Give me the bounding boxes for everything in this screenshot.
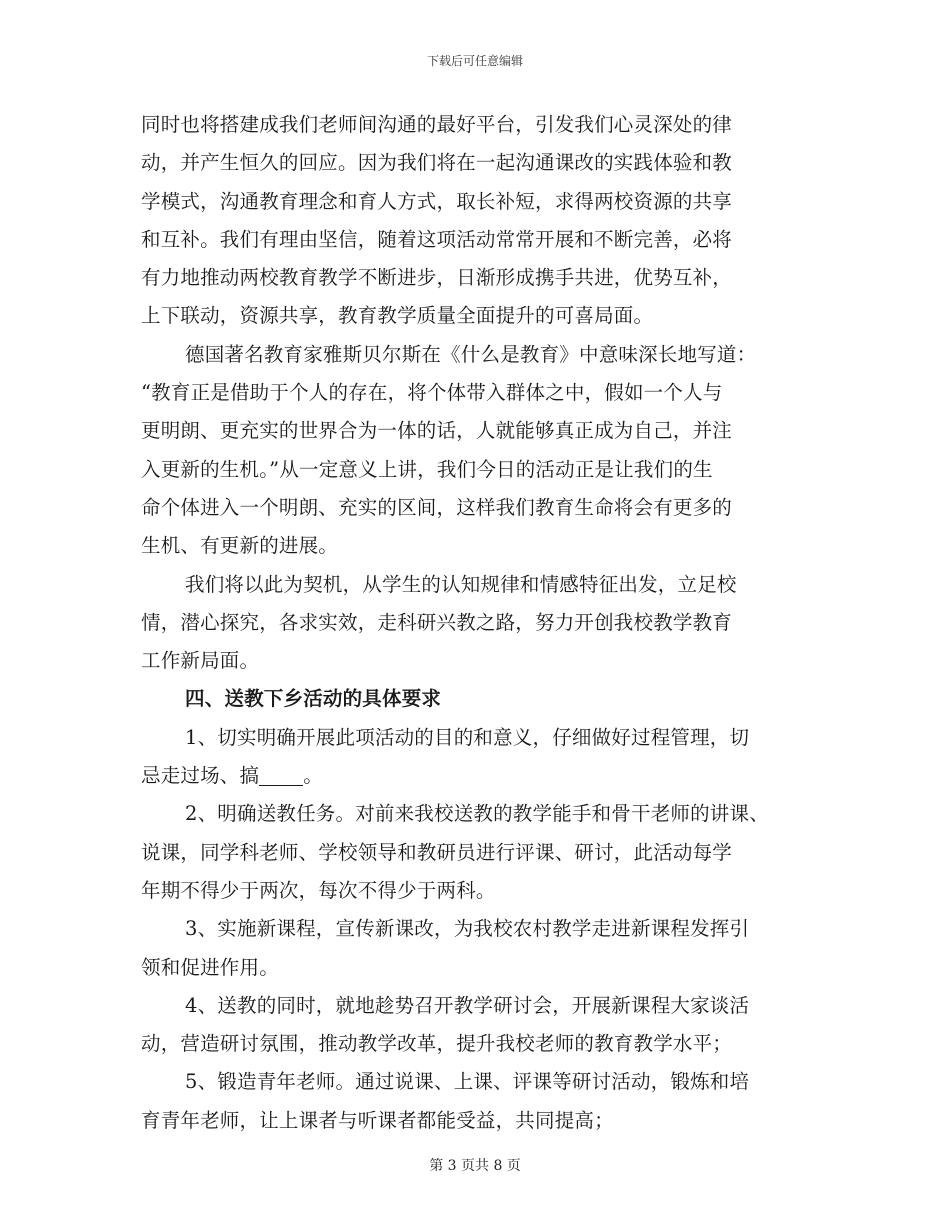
paragraph	[141, 566, 821, 681]
text-line: 2、明确送教任务。对前来我校送教的教学能手和骨干老师的讲课、	[185, 802, 769, 826]
text-line: 入更新的生机。”从一定意义上讲，我们今日的活动正是让我们的生	[141, 457, 713, 481]
text-line: 上下联动，资源共享，教育教学质量全面提升的可喜局面。	[141, 304, 654, 328]
list-item	[141, 987, 821, 1064]
text-line: 领和促进作用。	[141, 955, 279, 979]
paragraph	[141, 106, 821, 336]
section-heading: 四、送教下乡活动的具体要求	[185, 687, 442, 711]
text-line: 情，潜心探究，各求实效，走科研兴教之路，努力开创我校教学教育	[141, 610, 733, 634]
text-line: 年期不得少于两次，每次不得少于两科。	[141, 878, 496, 902]
list-item	[141, 719, 821, 796]
paragraph	[141, 336, 821, 566]
list-item	[141, 910, 821, 987]
page-header: 下载后可任意编辑	[426, 54, 523, 68]
text-line: 有力地推动两校教育教学不断进步，日渐形成携手共进，优势互补，	[141, 266, 733, 290]
text-line: 学模式，沟通教育理念和育人方式，取长补短，求得两校资源的共享	[141, 189, 733, 213]
document-body	[141, 106, 821, 1140]
text-line: 更明朗、更充实的世界合为一体的话，人就能够真正成为自己，并注	[141, 419, 733, 443]
text-line: 3、实施新课程，宣传新课改，为我校农村教学走进新课程发挥引	[185, 917, 750, 941]
list-item	[141, 795, 821, 910]
text-line: 育青年老师，让上课者与听课者都能受益，共同提高；	[141, 1108, 614, 1132]
list-item	[141, 1063, 821, 1140]
text-line: 生机、有更新的进展。	[141, 534, 339, 558]
text-line: 1、切实明确开展此项活动的目的和意义，仔细做好过程管理，切	[185, 725, 750, 749]
text-line: 说课，同学科老师、学校领导和教研员进行评课、研讨，此活动每学	[141, 840, 733, 864]
text-line: 我们将以此为契机，从学生的认知规律和情感特征出发，立足校	[185, 572, 737, 596]
text-line: 和互补。我们有理由坚信，随着这项活动常常开展和不断完善，必将	[141, 227, 733, 251]
text-line: 5、锻造青年老师。通过说课、上课、评课等研讨活动，锻炼和培	[185, 1070, 750, 1094]
fill-in-blank	[259, 763, 303, 786]
text-fragment: 。	[303, 764, 323, 788]
text-line: 4、送教的同时，就地趁势召开教学研讨会，开展新课程大家谈活	[185, 993, 750, 1017]
text-fragment: 忌走过场、搞	[141, 764, 260, 788]
text-line: 动，营造研讨氛围，推动教学改革，提升我校老师的教育教学水平；	[141, 1032, 733, 1056]
text-line: 动，并产生恒久的回应。因为我们将在一起沟通课改的实践体验和教	[141, 151, 733, 175]
text-line: 同时也将搭建成我们老师间沟通的最好平台，引发我们心灵深处的律	[141, 113, 733, 136]
text-line: 德国著名教育家雅斯贝尔斯在《什么是教育》中意味深长地写道：	[185, 342, 757, 366]
text-line	[141, 757, 821, 795]
text-line: “教育正是借助于个人的存在，将个体带入群体之中，假如一个人与	[141, 381, 723, 405]
text-line: 工作新局面。	[141, 649, 260, 673]
text-line: 命个体进入一个明朗、充实的区间，这样我们教育生命将会有更多的	[141, 495, 733, 519]
page-footer: 第 3 页共 8 页	[429, 1158, 521, 1174]
